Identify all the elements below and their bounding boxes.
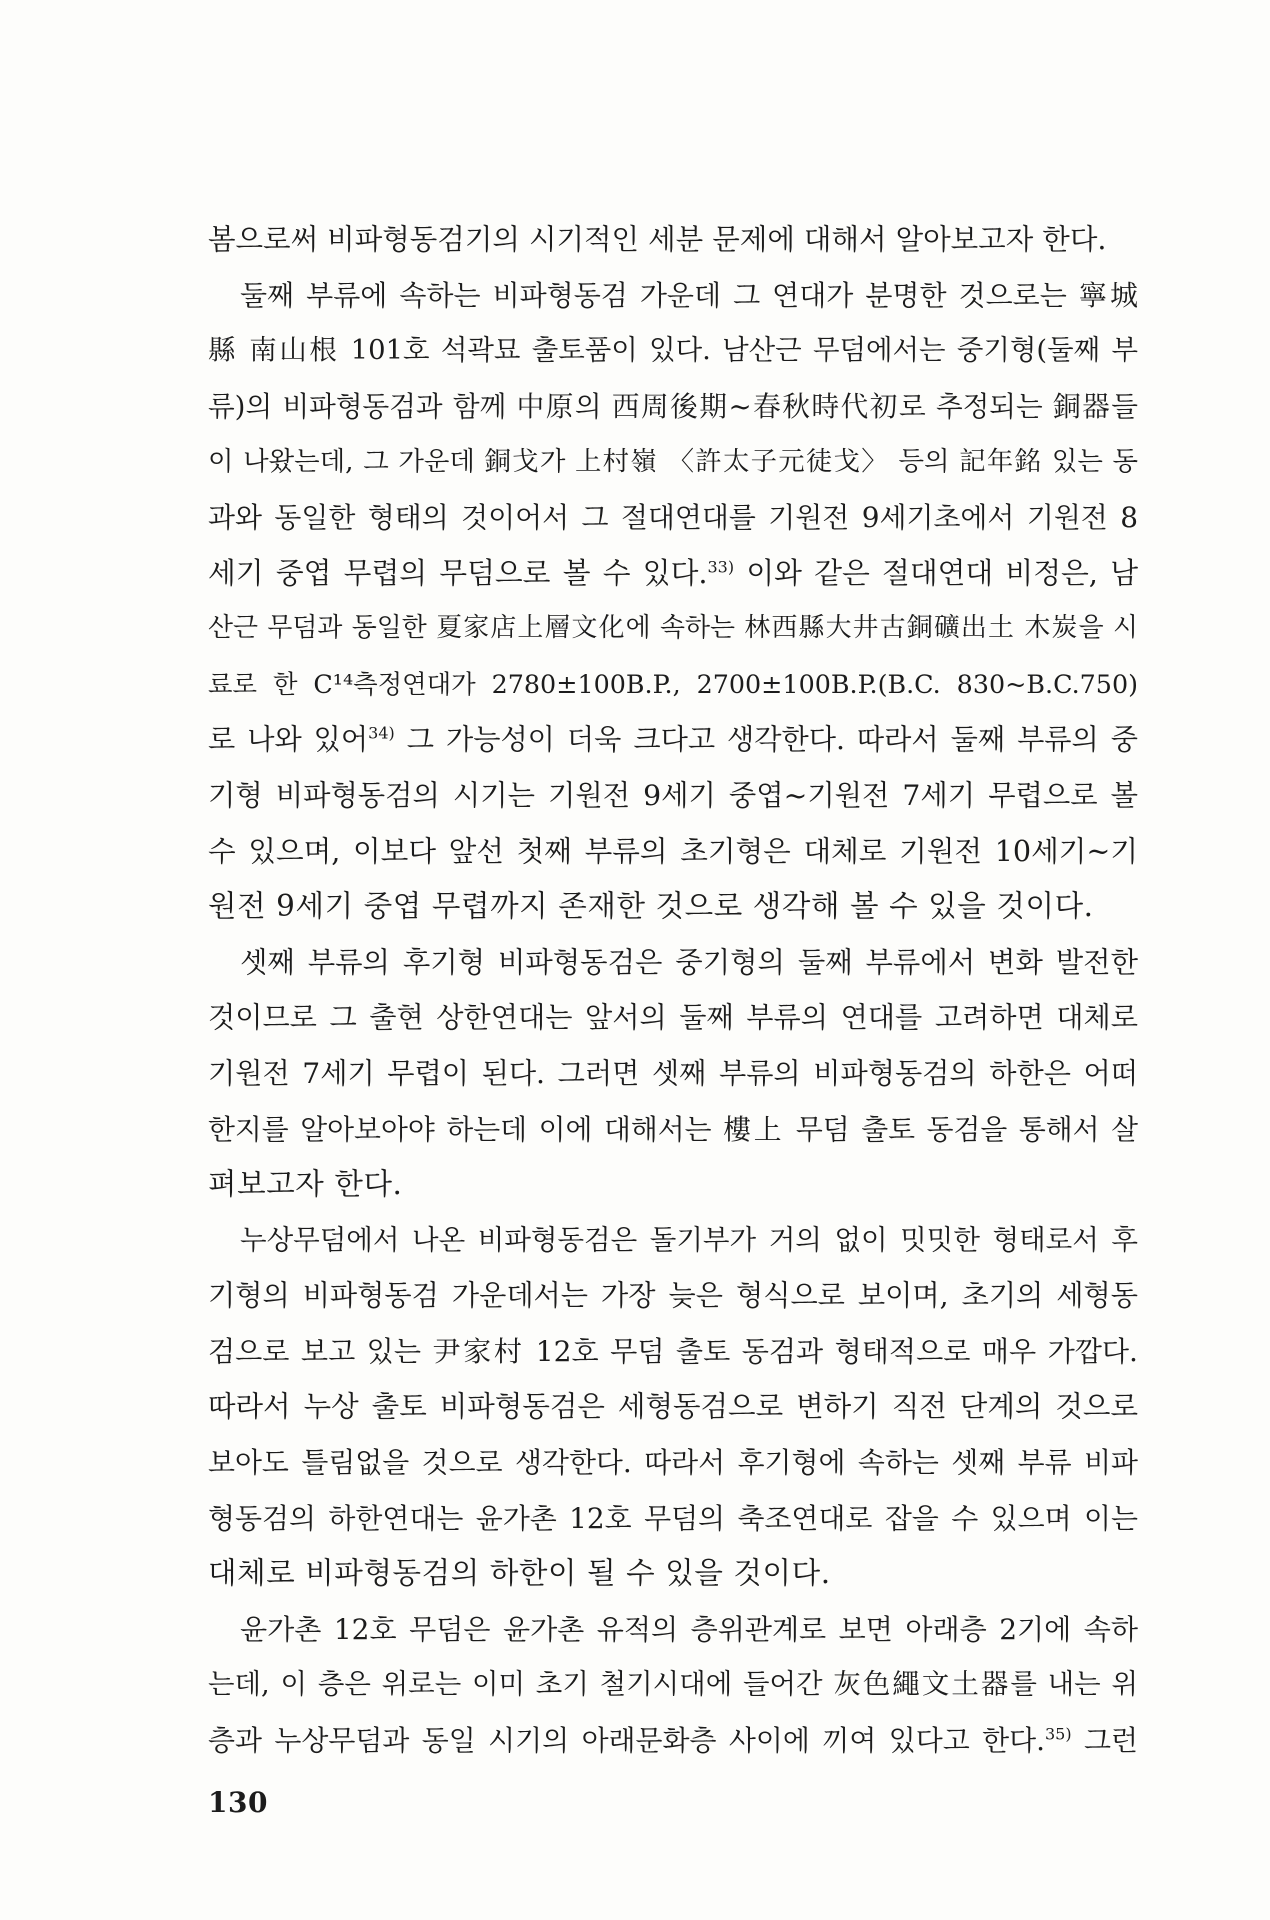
text-run: 층과 누상무덤과 동일 시기의 아래문화층 사이에 끼여 있다고 한다. <box>208 1724 1045 1758</box>
text-line <box>208 1713 1138 1769</box>
text-run: 윤가촌 12호 무덤은 윤가촌 유적의 층위관계로 보면 아래층 2기에 속하 <box>240 1612 1138 1646</box>
text-run: 수 있으며, 이보다 앞선 첫째 부류의 초기형은 대체로 기원전 10세기~기 <box>208 833 1138 868</box>
text-run: 는데, 이 층은 위로는 이미 초기 철기시대에 들어간 灰色繩文土器를 내는 위 <box>208 1669 1138 1701</box>
text-run: 셋째 부류의 후기형 비파형동검은 중기형의 둘째 부류에서 변화 발전한 <box>240 945 1138 979</box>
body-text <box>208 212 1138 1769</box>
text-run: 기형 비파형동검의 시기는 기원전 9세기 중엽~기원전 7세기 무렵으로 볼 <box>208 778 1138 812</box>
text-line-content <box>208 212 1138 268</box>
text-line <box>208 1546 1138 1602</box>
text-run: 縣 南山根 101호 석곽묘 출토품이 있다. 남산근 무덤에서는 중기형(둘째 부 <box>208 335 1138 367</box>
page-number: 130 <box>208 1786 268 1819</box>
text-line <box>208 490 1138 546</box>
text-line-content <box>208 546 1138 602</box>
text-line <box>208 1602 1138 1658</box>
text-run: 봄으로써 비파형동검기의 시기적인 세분 문제에 대해서 알아보고자 한다. <box>208 223 1107 256</box>
text-line-content <box>208 824 1138 880</box>
text-line-content <box>208 1268 1138 1324</box>
text-run: 그런 <box>1071 1724 1138 1758</box>
text-line <box>208 1379 1138 1435</box>
text-run: 류)의 비파형동검과 함께 中原의 西周後期~春秋時代初로 추정되는 銅器들 <box>208 389 1138 423</box>
text-line <box>208 712 1138 768</box>
text-line-content <box>208 1157 1138 1213</box>
text-line-content <box>208 1324 1138 1380</box>
text-line <box>208 212 1138 268</box>
text-run: 누상무덤에서 나온 비파형동검은 돌기부가 거의 없이 밋밋한 형태로서 후 <box>240 1223 1138 1256</box>
text-line-content <box>208 434 1138 490</box>
text-line <box>208 379 1138 435</box>
text-run: 펴보고자 한다. <box>208 1167 403 1202</box>
text-line-content <box>208 768 1138 824</box>
text-line-content <box>208 712 1138 768</box>
text-line <box>208 323 1138 379</box>
text-line <box>208 1268 1138 1324</box>
text-run: 것이므로 그 출현 상한연대는 앞서의 둘째 부류의 연대를 고려하면 대체로 <box>208 1001 1138 1035</box>
text-run: 둘째 부류에 속하는 비파형동검 가운데 그 연대가 분명한 것으로는 寧城 <box>240 278 1138 312</box>
text-line-content <box>208 490 1138 546</box>
text-line-content <box>208 1435 1138 1491</box>
text-line <box>208 1324 1138 1380</box>
text-line-content <box>240 935 1138 991</box>
text-run: 기형의 비파형동검 가운데서는 가장 늦은 형식으로 보이며, 초기의 세형동 <box>208 1279 1138 1313</box>
text-line-content <box>240 268 1138 324</box>
text-line-content <box>208 990 1138 1046</box>
text-line <box>208 824 1138 880</box>
text-run: 검으로 보고 있는 尹家村 12호 무덤 출토 동검과 형태적으로 매우 가깝다. <box>208 1334 1138 1368</box>
text-run: 따라서 누상 출토 비파형동검은 세형동검으로 변하기 직전 단계의 것으로 <box>208 1390 1138 1424</box>
text-run: 원전 9세기 중엽 무렵까지 존재한 것으로 생각해 볼 수 있을 것이다. <box>208 889 1094 924</box>
text-line-content <box>240 1213 1138 1269</box>
text-line-content <box>208 1713 1138 1769</box>
text-line-content <box>208 1491 1138 1547</box>
text-line <box>208 601 1138 657</box>
text-line <box>208 1491 1138 1547</box>
text-line-content <box>208 1046 1138 1102</box>
text-line <box>208 990 1138 1046</box>
text-line <box>208 1435 1138 1491</box>
text-line <box>208 1213 1138 1269</box>
text-line <box>208 768 1138 824</box>
text-line <box>208 1046 1138 1102</box>
footnote-marker: 34) <box>368 723 395 743</box>
text-line <box>208 879 1138 935</box>
footnote-marker: 35) <box>1044 1724 1072 1744</box>
text-line-content <box>208 1657 1138 1713</box>
text-line-content <box>208 1546 1138 1602</box>
text-run: 과와 동일한 형태의 것이어서 그 절대연대를 기원전 9세기초에서 기원전 8 <box>208 500 1138 534</box>
text-line-content <box>208 323 1138 379</box>
text-line <box>208 546 1138 602</box>
text-line <box>208 1102 1138 1158</box>
text-run: 로 나와 있어 <box>208 723 369 757</box>
text-run: 형동검의 하한연대는 윤가촌 12호 무덤의 축조연대로 잡을 수 있으며 이는 <box>208 1501 1138 1535</box>
footnote-marker: 33) <box>707 556 735 576</box>
text-line-content <box>240 1602 1138 1658</box>
text-run: 산근 무덤과 동일한 夏家店上層文化에 속하는 林西縣大井古銅礦出土 木炭을 시 <box>208 613 1138 644</box>
text-line-content <box>208 379 1138 435</box>
text-run: 대체로 비파형동검의 하한이 될 수 있을 것이다. <box>208 1556 831 1591</box>
text-run: 료로 한 C¹⁴측정연대가 2780±100B.P., 2700±100B.P.(B.C. 830~B.C.750) <box>208 668 1138 699</box>
text-run: 세기 중엽 무렵의 무덤으로 볼 수 있다. <box>208 555 708 590</box>
text-line <box>208 935 1138 991</box>
text-line <box>208 268 1138 324</box>
text-run: 보아도 틀림없을 것으로 생각한다. 따라서 후기형에 속하는 셋째 부류 비파 <box>208 1446 1138 1480</box>
text-line-content <box>208 1379 1138 1435</box>
text-line-content <box>208 1102 1138 1158</box>
text-line <box>208 657 1138 713</box>
text-run: 기원전 7세기 무렵이 된다. 그러면 셋째 부류의 비파형동검의 하한은 어떠 <box>208 1056 1138 1090</box>
text-line-content <box>208 879 1138 935</box>
text-run: 그 가능성이 더욱 크다고 생각한다. 따라서 둘째 부류의 중 <box>394 723 1138 757</box>
text-line <box>208 434 1138 490</box>
text-run: 한지를 알아보아야 하는데 이에 대해서는 樓上 무덤 출토 동검을 통해서 살 <box>208 1112 1138 1146</box>
text-run: 이 나왔는데, 그 가운데 銅戈가 上村嶺 〈許太子元徒戈〉 등의 記年銘 있는 동 <box>208 446 1138 478</box>
text-line-content <box>208 601 1138 657</box>
text-run: 이와 같은 절대연대 비정은, 남 <box>734 555 1138 590</box>
text-line-content <box>208 657 1138 713</box>
text-line <box>208 1657 1138 1713</box>
text-line <box>208 1157 1138 1213</box>
